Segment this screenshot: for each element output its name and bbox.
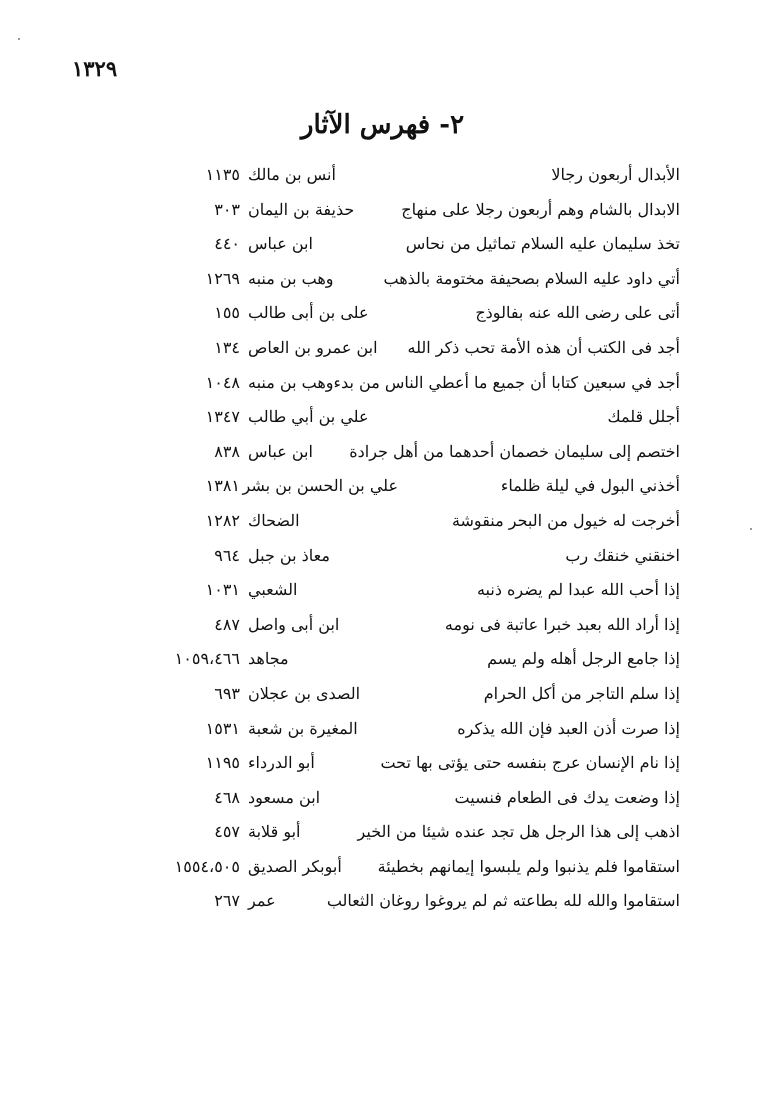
- entry-narrator: معاذ بن جبل: [248, 545, 330, 565]
- entry-narrator: ابن عباس: [248, 234, 313, 254]
- entry-reference-number: ١٥٣١: [205, 718, 240, 738]
- entry-reference-number: ٤٤٠: [214, 234, 240, 254]
- entry-reference-number: ١٣٨١: [205, 476, 240, 496]
- entry-text: إذا أحب الله عبدا لم يضره ذنبه: [476, 580, 680, 600]
- entry-narrator: الصدى بن عجلان: [248, 683, 361, 703]
- entry-narrator: على بن أبى طالب: [248, 303, 369, 323]
- entry-narrator: حذيفة بن اليمان: [248, 199, 355, 219]
- entry-text: اذهب إلى هذا الرجل هل تجد عنده شيئا من الخير: [357, 822, 680, 842]
- entry-reference-number: ١١٣٥: [205, 165, 240, 184]
- entry-narrator: علي بن أبي طالب: [248, 407, 369, 427]
- entry-reference-number: ٤٦٨: [214, 787, 240, 807]
- index-entry: [120, 850, 680, 885]
- entry-reference-number: ٦٩٣: [214, 683, 240, 703]
- index-entry: [120, 296, 680, 331]
- entry-reference-number: ٤٥٧: [214, 822, 240, 842]
- entry-narrator: ابن عمرو بن العاص: [248, 337, 378, 357]
- entry-narrator: الضحاك: [248, 510, 300, 530]
- index-entry: [120, 608, 680, 643]
- entry-text: أتى على رضى الله عنه بفالوذج: [475, 303, 680, 323]
- index-entry: [120, 262, 680, 297]
- entry-narrator: أبوبكر الصديق: [248, 856, 342, 876]
- index-entry: [120, 331, 680, 366]
- index-entry: [120, 158, 680, 193]
- entry-reference-number: ١٣٤٧: [205, 407, 240, 427]
- page-number: ١٣٢٩: [72, 56, 118, 81]
- entry-reference-number: ٨٣٨: [214, 441, 240, 461]
- entry-reference-number: ١٠٣١: [205, 580, 240, 600]
- entry-text: استقاموا فلم يذنبوا ولم يلبسوا إيمانهم بخطيئة: [377, 856, 680, 876]
- index-entry: [120, 815, 680, 850]
- entry-narrator: وهب بن منبه: [248, 372, 334, 392]
- entry-narrator: أنس بن مالك: [248, 165, 336, 184]
- entry-narrator: مجاهد: [248, 649, 289, 669]
- entry-narrator: أبو قلابة: [248, 822, 301, 842]
- entry-narrator: علي بن الحسن بن بشر: [242, 476, 398, 496]
- entry-reference-number: ١٣٤: [214, 337, 240, 357]
- entry-narrator: ابن أبى واصل: [248, 614, 340, 634]
- entry-text: أجد فى الكتب أن هذه الأمة تحب ذكر الله: [407, 337, 680, 357]
- entry-text: إذا جامع الرجل أهله ولم يسم: [487, 649, 680, 669]
- entry-text: أتي داود عليه السلام بصحيفة مختومة بالذهب: [383, 268, 680, 288]
- entry-text: اختصم إلى سليمان خصمان أحدهما من أهل جرادة: [349, 441, 680, 461]
- index-entry: [120, 573, 680, 608]
- entry-narrator: المغيرة بن شعبة: [248, 718, 358, 738]
- entry-reference-number: ١١٩٥: [205, 753, 240, 773]
- entry-reference-number: ١٠٥٩،٤٦٦: [174, 649, 240, 669]
- entry-narrator: وهب بن منبه: [248, 268, 334, 288]
- entry-text: تخذ سليمان عليه السلام تماثيل من نحاس: [405, 234, 680, 254]
- entry-reference-number: ١٥٥: [214, 303, 240, 323]
- index-entry: [120, 712, 680, 747]
- index-entry: [120, 781, 680, 816]
- entry-reference-number: ١٢٨٢: [205, 510, 240, 530]
- entry-text: إذا وضعت يدك فى الطعام فنسيت: [454, 787, 680, 807]
- index-entry: [120, 504, 680, 539]
- index-entry: [120, 366, 680, 401]
- index-entry: [120, 746, 680, 781]
- index-entry: [120, 400, 680, 435]
- index-entry: [120, 539, 680, 574]
- entry-reference-number: ٢٦٧: [214, 891, 240, 911]
- entry-text: إذا نام الإنسان عرج بنفسه حتى يؤتى بها تحت: [380, 753, 680, 773]
- entry-text: اخنقني خنقك رب: [565, 545, 680, 565]
- entry-narrator: الشعبي: [248, 580, 298, 600]
- entry-text: الابدال بالشام وهم أربعون رجلا على منهاج: [401, 199, 680, 219]
- entry-text: الأبدال أربعون رجالا: [551, 165, 680, 184]
- index-entry: [120, 677, 680, 712]
- entry-narrator: عمر: [248, 891, 276, 911]
- entry-reference-number: ٩٦٤: [214, 545, 240, 565]
- index-entry: [120, 642, 680, 677]
- entry-reference-number: ١٥٥٤،٥٠٥: [174, 856, 240, 876]
- entry-reference-number: ٣٠٣: [214, 199, 240, 219]
- index-entry: [120, 884, 680, 919]
- section-title: ٢- فهرس الآثار: [300, 110, 465, 140]
- index-entries: [120, 158, 680, 919]
- index-entry: [120, 469, 680, 504]
- entry-reference-number: ١٢٦٩: [205, 268, 240, 288]
- scan-speck: [18, 38, 20, 40]
- entry-text: أخرجت له خيول من البحر منقوشة: [451, 510, 680, 530]
- entry-text: إذا صرت أذن العبد فإن الله يذكره: [457, 718, 680, 738]
- entry-reference-number: ٤٨٧: [214, 614, 240, 634]
- entry-text: إذا سلم التاجر من أكل الحرام: [483, 683, 680, 703]
- index-entry: [120, 435, 680, 470]
- entry-reference-number: ١٠٤٨: [205, 372, 240, 392]
- entry-narrator: ابن مسعود: [248, 787, 321, 807]
- entry-text: إذا أراد الله بعبد خبرا عاتبة فى نومه: [444, 614, 680, 634]
- index-entry: [120, 227, 680, 262]
- scan-speck: [750, 528, 752, 530]
- entry-text: أجد في سبعين كتابا أن جميع ما أعطي الناس من بدء: [333, 372, 680, 392]
- entry-narrator: أبو الدرداء: [248, 753, 315, 773]
- entry-narrator: ابن عباس: [248, 441, 313, 461]
- entry-text: أخذني البول في ليلة ظلماء: [500, 476, 680, 496]
- entry-text: أجلل قلمك: [607, 407, 680, 427]
- index-entry: [120, 193, 680, 228]
- entry-text: استقاموا والله لله بطاعته ثم لم يروغوا روغان الثعالب: [326, 891, 680, 911]
